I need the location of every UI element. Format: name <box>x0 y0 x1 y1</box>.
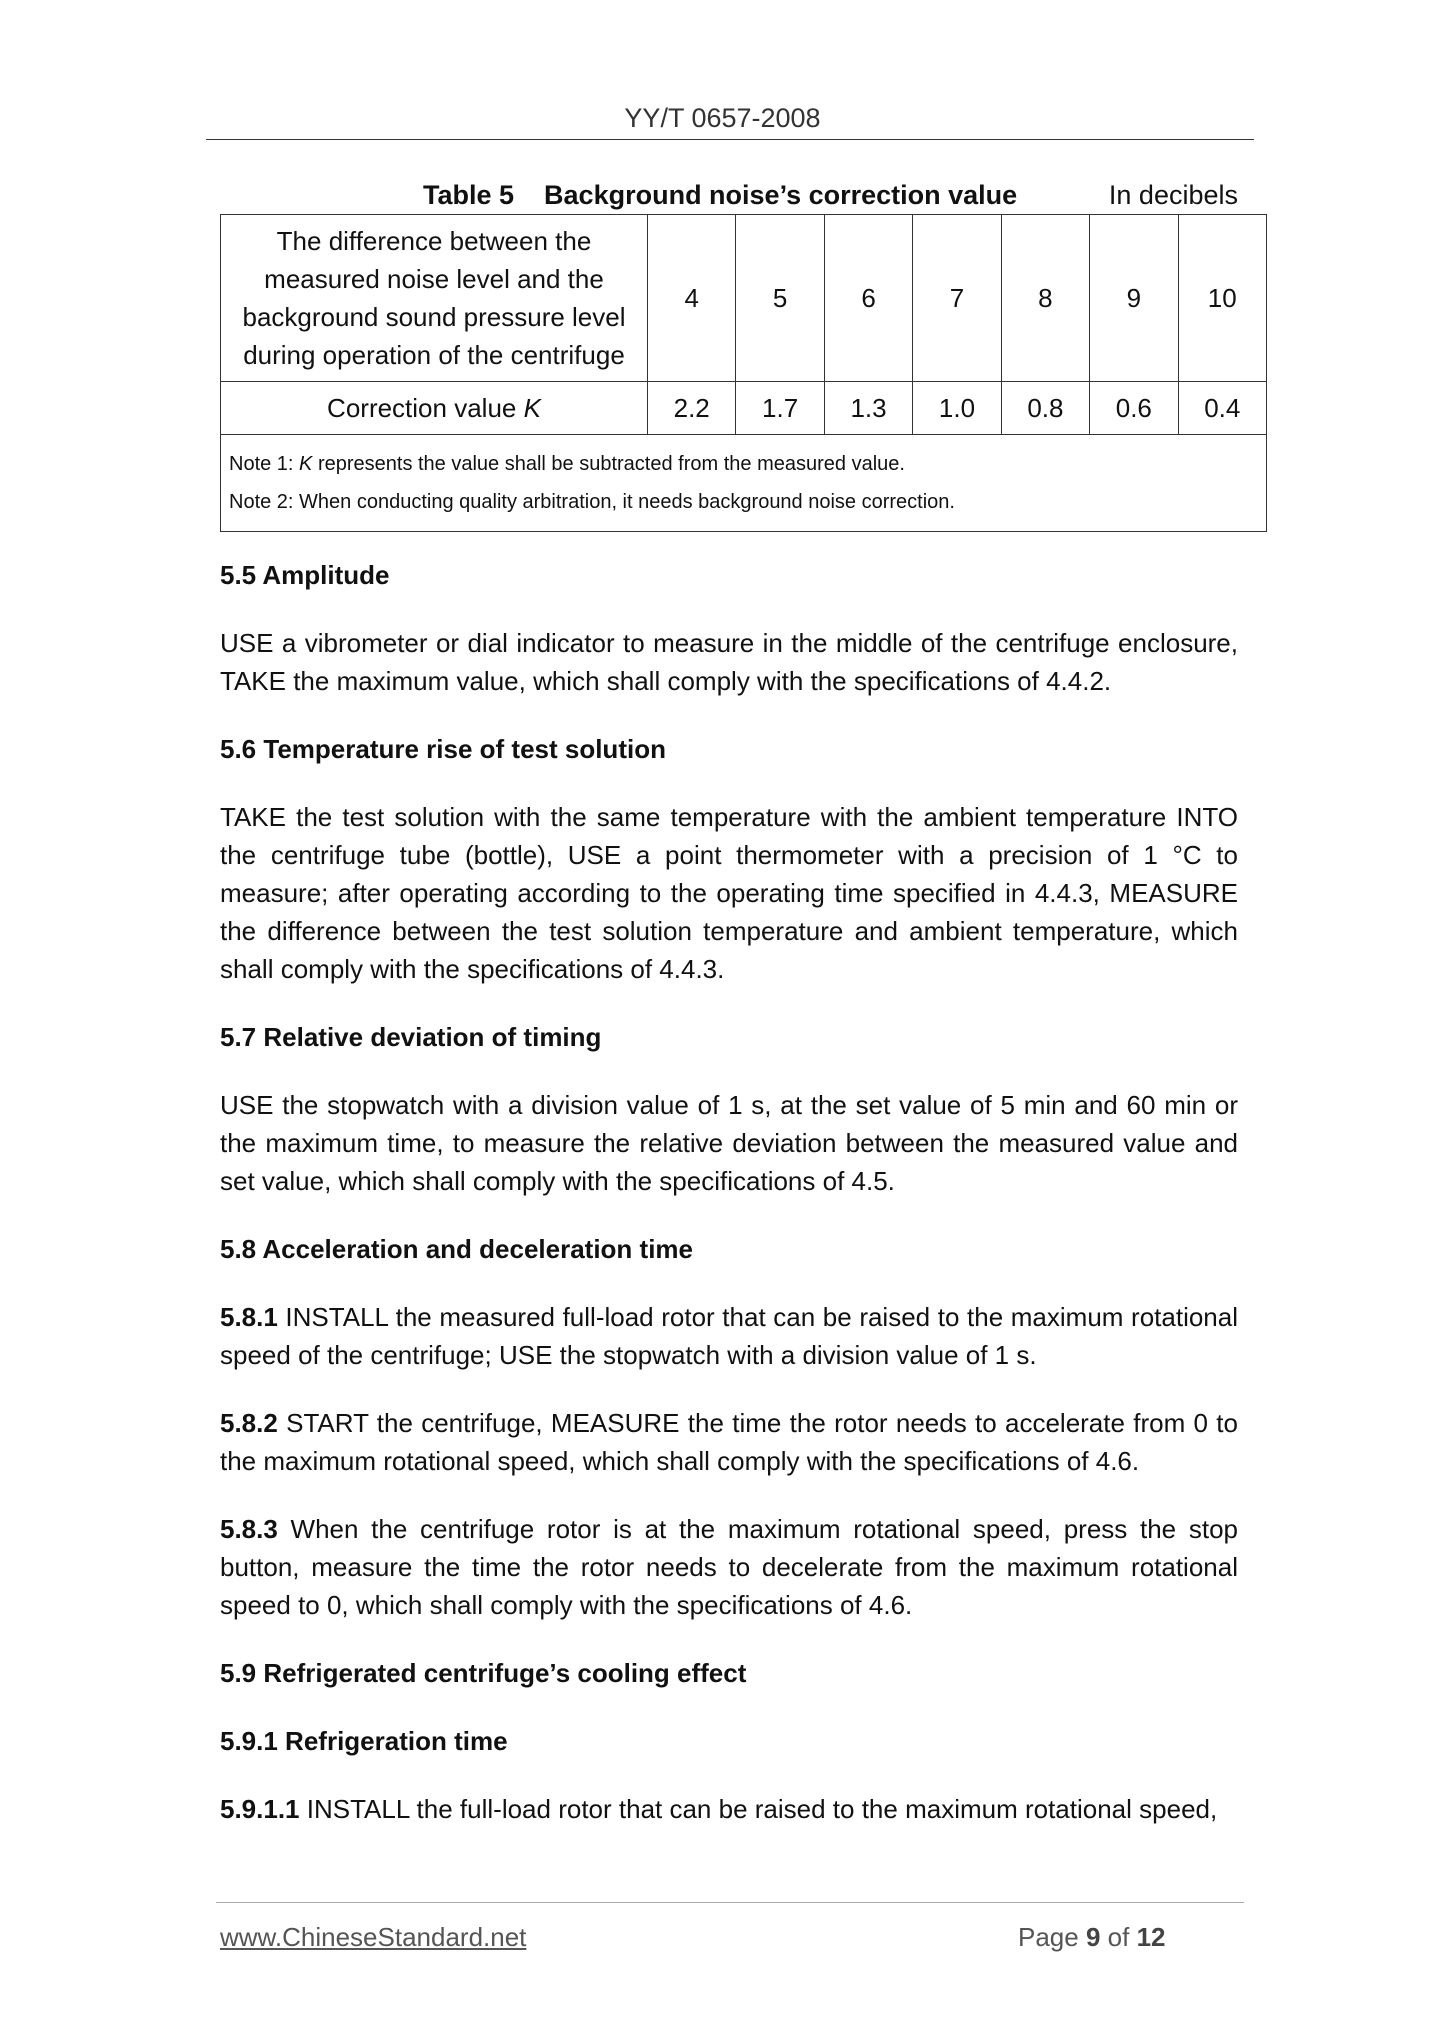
paragraph <box>220 1404 1238 1480</box>
table-cell: 6 <box>824 215 912 382</box>
page-current: 9 <box>1085 1922 1101 1952</box>
row-label-line: measured noise level and the <box>264 264 604 294</box>
table-row <box>221 382 1267 435</box>
table-cell: 1.3 <box>824 382 912 435</box>
document-body <box>220 556 1238 1828</box>
row-label-line: background sound pressure level <box>242 302 626 332</box>
section-heading: 5.7 Relative deviation of timing <box>220 1022 602 1052</box>
note-prefix: Note 1: <box>229 453 300 475</box>
note-text: represents the value shall be subtracted from the measured value. <box>312 453 905 475</box>
paragraph <box>220 1510 1238 1624</box>
subsection-heading: 5.9.1 Refrigeration time <box>220 1726 508 1756</box>
table-note-1 <box>229 445 1258 483</box>
table-cell: 0.4 <box>1178 382 1266 435</box>
page-indicator <box>1018 1922 1165 1953</box>
row-label-line: during operation of the centrifuge <box>243 340 625 370</box>
table-caption <box>220 176 1238 212</box>
table-cell: 1.7 <box>736 382 824 435</box>
row-label-line: The difference between the <box>276 226 592 256</box>
row-label-text: Correction value <box>327 392 524 423</box>
page-mid: of <box>1100 1922 1137 1952</box>
clause-text: START the centrifuge, MEASURE the time the rotor needs to accelerate from 0 to the maximum rotational speed, which shall comply with the specifications of 4.6. <box>220 1408 1238 1476</box>
row-label-difference <box>221 215 648 382</box>
table-cell: 0.8 <box>1001 382 1089 435</box>
clause-text: INSTALL the full-load rotor that can be raised to the maximum rotational speed, <box>299 1794 1218 1824</box>
clause-number: 5.8.1 <box>220 1302 278 1332</box>
section-heading: 5.5 Amplitude <box>220 560 390 590</box>
table-title: Table 5 Background noise’s correction value <box>423 180 1018 210</box>
header-standard-code: YY/T 0657-2008 <box>624 103 821 133</box>
clause-number: 5.8.3 <box>220 1514 278 1544</box>
paragraph <box>220 1298 1238 1374</box>
correction-table <box>220 214 1267 532</box>
note-variable: K <box>299 453 313 475</box>
header-divider <box>206 139 1254 140</box>
website-link[interactable]: www.ChineseStandard.net <box>220 1922 527 1952</box>
table-cell: 8 <box>1001 215 1089 382</box>
table-cell: 9 <box>1090 215 1178 382</box>
row-label-variable: K <box>523 392 541 423</box>
paragraph: USE a vibrometer or dial indicator to measure in the middle of the centrifuge enclosure, TAKE the maximum value, which shall comply with the specifications of 4.4.2. <box>220 628 1238 696</box>
paragraph <box>220 1790 1238 1828</box>
table-note-2: Note 2: When conducting quality arbitration, it needs background noise correction. <box>229 491 955 513</box>
clause-text: INSTALL the measured full-load rotor that can be raised to the maximum rotational speed of the centrifuge; USE the stopwatch with a division value of 1 s. <box>220 1302 1238 1370</box>
table-notes <box>221 435 1267 532</box>
table-cell: 7 <box>913 215 1001 382</box>
paragraph: USE the stopwatch with a division value of 1 s, at the set value of 5 min and 60 min or the maximum time, to measure the relative deviation between the measured value and set value, which shall comply with the specifications of 4.5. <box>220 1090 1238 1196</box>
section-heading: 5.6 Temperature rise of test solution <box>220 734 666 764</box>
page-total: 12 <box>1136 1922 1166 1952</box>
table-cell: 5 <box>736 215 824 382</box>
table-row <box>221 215 1267 382</box>
section-heading: 5.9 Refrigerated centrifuge’s cooling effect <box>220 1658 747 1688</box>
clause-number: 5.8.2 <box>220 1408 278 1438</box>
table-unit: In decibels <box>1108 180 1238 210</box>
table-cell: 2.2 <box>648 382 736 435</box>
page-prefix: Page <box>1018 1922 1086 1952</box>
table-cell: 10 <box>1178 215 1266 382</box>
table-cell: 0.6 <box>1090 382 1178 435</box>
footer-divider <box>216 1902 1244 1903</box>
table-cell: 4 <box>648 215 736 382</box>
paragraph: TAKE the test solution with the same temperature with the ambient temperature INTO the centrifuge tube (bottle), USE a point thermometer with a precision of 1 °C to measure; after operating according to the operating time specified in 4.4.3, MEASURE the difference between the test solution temperature and ambient temperature, which shall comply with the specifications of 4.4.3. <box>220 802 1238 984</box>
section-heading: 5.8 Acceleration and deceleration time <box>220 1234 693 1264</box>
row-label-correction <box>221 382 648 435</box>
clause-text: When the centrifuge rotor is at the maximum rotational speed, press the stop button, measure the time the rotor needs to decelerate from the maximum rotational speed to 0, which shall comply with the specifications of 4.6. <box>220 1514 1238 1620</box>
table-row-notes <box>221 435 1267 532</box>
table-cell: 1.0 <box>913 382 1001 435</box>
clause-number: 5.9.1.1 <box>220 1794 300 1824</box>
